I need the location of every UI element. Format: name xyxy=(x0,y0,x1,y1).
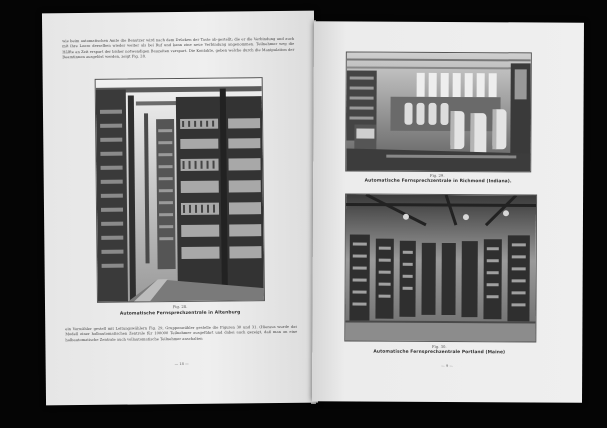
figure-number-right-top: Fig. 29. xyxy=(429,172,445,178)
right-page-number: — 9 — xyxy=(441,363,454,369)
left-top-paragraph: wie beim automatischen Amte die Benutzer wird nach dem Drücken der Taste ab-gestellt; die er die Verbindung und auch mit ihre Leere derselben wieder weiter als bei Ruf und kann eine neue Verbindung angenommen. Teilnehmer weg die Hälfte an Zeit erspart der bisher notwendigen Bauzeiten verspart. Die Kontakte, geben welche durch die Manipulation der Beamtinnen ausgelöst werden, zeigt Fig. 28. xyxy=(62,36,295,60)
right-page xyxy=(312,21,584,402)
left-page xyxy=(42,11,318,406)
caption-richmond: Automatische Fernsprechzentrale in Richmond (Indiana). xyxy=(364,178,512,185)
figure-number-right-bottom: Fig. 30. xyxy=(431,343,447,349)
figure-number-left: Fig. 28. xyxy=(172,303,188,310)
left-bottom-paragraph: ein Vorwähler gestell mit Leitungswählern Fig. 29, Gruppenwähler gestelle die Figuren 30 und 31. (Hieraus wurde das Modell einer halbautomatischen Zentrale für 100000 Teilnehmer ausgeführt und dabei auch gezeigt, daß man an eine halbautomatische Zentrale auch vollautomatische Teilnehmer anschalten xyxy=(65,324,298,343)
caption-portland: Automatische Fernsprechzentrale Portland (Maine) xyxy=(373,349,506,356)
caption-altenburg: Automatische Fernsprechzentrale in Altenburg xyxy=(119,310,241,317)
left-page-number: — 18 — xyxy=(174,361,189,367)
photo-portland-exchange xyxy=(344,193,537,342)
photo-altenburg-exchange xyxy=(95,77,265,303)
photo-richmond-exchange xyxy=(345,51,532,172)
